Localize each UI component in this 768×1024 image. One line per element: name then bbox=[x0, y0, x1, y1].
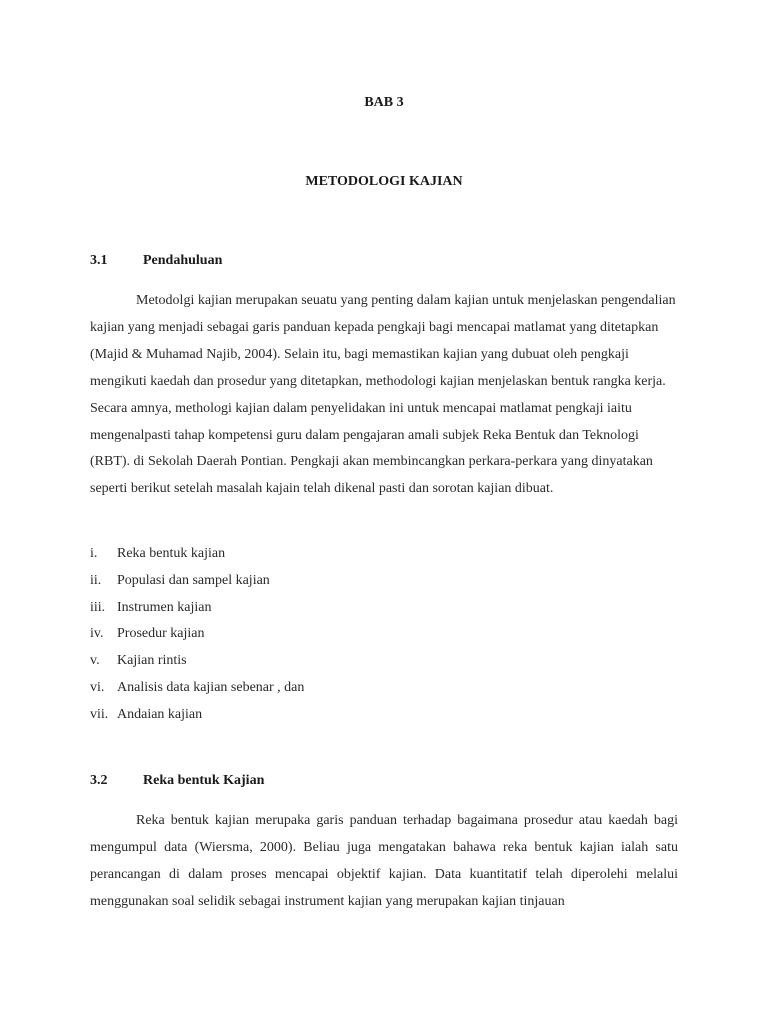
list-marker: vi. bbox=[90, 679, 105, 695]
list-marker: iv. bbox=[90, 626, 104, 642]
list-marker: v. bbox=[90, 653, 100, 669]
list-item-text: Instrumen kajian bbox=[117, 599, 212, 615]
list-item bbox=[90, 675, 304, 702]
list-item bbox=[90, 621, 304, 648]
list-item-text: Prosedur kajian bbox=[117, 626, 205, 642]
list-item-text: Andaian kajian bbox=[117, 706, 203, 722]
chapter-heading: BAB 3 bbox=[364, 95, 404, 110]
list-item-text: Reka bentuk kajian bbox=[117, 546, 226, 561]
section-number: 3.2 bbox=[90, 773, 108, 788]
section-number: 3.1 bbox=[90, 253, 108, 268]
list-marker: iii. bbox=[90, 599, 106, 615]
topic-list bbox=[90, 541, 304, 729]
chapter-title: METODOLOGI KAJIAN bbox=[305, 174, 463, 189]
section-title: Pendahuluan bbox=[143, 253, 223, 268]
body-paragraph: Metodolgi kajian merupakan seuatu yang penting dalam kajian untuk menjelaskan pengendalian kajian yang menjadi sebagai garis panduan kepada pengkaji bagi mencapai matlamat yang ditetapkan (Majid & Muhamad Najib, 2004). Selain itu, bagi memastikan kajian yang dubuat oleh pengkaji mengikuti kaedah dan prosedur yang ditetapkan, methodologi kajian menjelaskan bentuk rangka kerja. Secara amnya, methologi kajian dalam penyelidakan ini untuk mencapai matlamat pengkaji iaitu mengenalpasti tahap kompetensi guru dalam pengajaran amali subjek Reka Bentuk dan Teknologi (RBT). di Sekolah Daerah Pontian. Pengkaji akan membincangkan perkara-perkara yang dinyatakan seperti berikut setelah masalah kajain telah dikenal pasti dan sorotan kajian dibuat. bbox=[90, 293, 676, 497]
list-item-text: Kajian rintis bbox=[117, 653, 187, 669]
list-item-text: Analisis data kajian sebenar , dan bbox=[117, 679, 305, 695]
list-item-text: Populasi dan sampel kajian bbox=[117, 572, 270, 588]
section-heading-reka-bentuk-kajian bbox=[90, 772, 264, 790]
list-marker: vii. bbox=[90, 706, 109, 722]
body-paragraph: Reka bentuk kajian merupaka garis panduan terhadap bagaimana prosedur atau kaedah bagi mengumpul data (Wiersma, 2000). Beliau juga mengatakan bahawa reka bentuk kajian ialah satu perancangan di dalam proses mencapai objektif kajian. Data kuantitatif telah diperolehi melalui menggunakan soal selidik sebagai instrument kajian yang merupakan kajian tinjauan bbox=[90, 813, 678, 909]
list-item bbox=[90, 568, 304, 595]
section-title: Reka bentuk Kajian bbox=[143, 773, 265, 788]
section-heading-pendahuluan bbox=[90, 252, 222, 270]
list-item bbox=[90, 541, 304, 568]
list-marker: i. bbox=[90, 546, 98, 561]
list-item bbox=[90, 702, 304, 729]
list-item bbox=[90, 648, 304, 675]
list-marker: ii. bbox=[90, 572, 102, 588]
list-item bbox=[90, 595, 304, 622]
